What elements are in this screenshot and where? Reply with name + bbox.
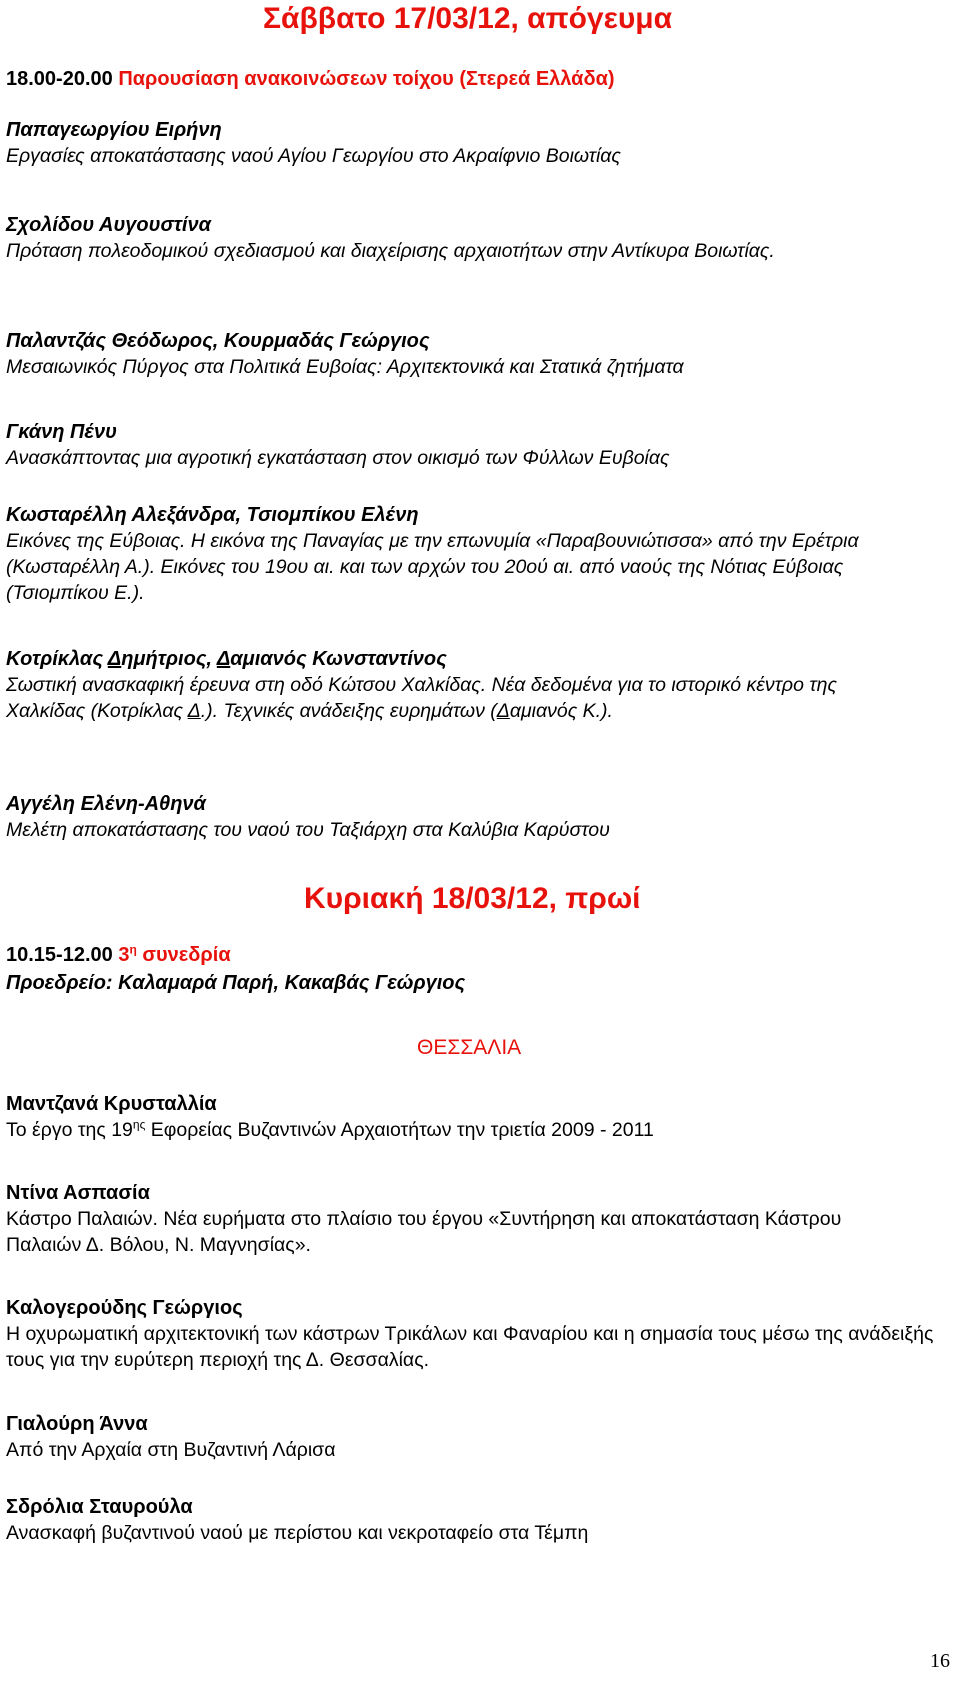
talk [6, 1494, 936, 1546]
talk-authors: Γιαλούρη Άννα [6, 1413, 148, 1435]
talk-title: Ανασκάπτοντας μια αγροτική εγκατάσταση στον οικισμό των Φύλλων Ευβοίας [6, 447, 670, 469]
talk-authors: Σδρόλια Σταυρούλα [6, 1496, 193, 1518]
talk [6, 791, 936, 843]
session-time: 18.00-20.00 [6, 68, 113, 90]
talk-title: Μελέτη αποκατάστασης του ναού του Ταξιάρχη στα Καλύβια Καρύστου [6, 819, 610, 841]
talk-authors: Καλογερούδης Γεώργιος [6, 1297, 243, 1319]
talk-authors: Κωσταρέλλη Αλεξάνδρα, Τσιομπίκου Ελένη [6, 504, 419, 526]
talk [6, 1411, 936, 1463]
talk-authors: Παλαντζάς Θεόδωρος, Κουρμαδάς Γεώργιος [6, 330, 430, 352]
presidium: Προεδρείο: Καλαμαρά Παρή, Κακαβάς Γεώργιος [6, 972, 466, 994]
session-heading [6, 942, 231, 968]
talk-authors: Γκάνη Πένυ [6, 421, 117, 443]
talk [6, 1091, 936, 1143]
talk-authors: Μαντζανά Κρυσταλλία [6, 1093, 217, 1115]
talk [6, 1180, 866, 1258]
talk [6, 117, 936, 169]
talk-title: Από την Αρχαία στη Βυζαντινή Λάρισα [6, 1439, 336, 1461]
session-title: Παρουσίαση ανακοινώσεων τοίχου (Στερεά Ελλάδα) [112, 68, 615, 90]
talk-title: Εικόνες της Εύβοιας. Η εικόνα της Παναγίας με την επωνυμία «Παραβουνιώτισσα» από την Ερέτρια (Κωσταρέλλη Α.). Εικόνες του 19ου αι. και των αρχών του 20ού αι. από ναούς της Νότιας Εύβοιας (Τσιομπίκου Ε.). [6, 530, 859, 604]
day-heading: Κυριακή 18/03/12, πρωί [304, 882, 641, 915]
talk-title: Μεσαιωνικός Πύργος στα Πολιτικά Ευβοίας: Αρχιτεκτονικά και Στατικά ζητήματα [6, 356, 684, 378]
talk-authors: Αγγέλη Ελένη-Αθηνά [6, 793, 206, 815]
talk-authors: Κοτρίκλας Δημήτριος, Δαμιανός Κωνσταντίνος [6, 648, 447, 670]
talk [6, 212, 936, 264]
talk-authors: Ντίνα Ασπασία [6, 1182, 150, 1204]
talk-title: Σωστική ανασκαφική έρευνα στη οδό Κώτσου Χαλκίδας. Νέα δεδομένα για το ιστορικό κέντρο της Χαλκίδας (Κοτρίκλας Δ.). Τεχνικές ανάδειξης ευρημάτων (Δαμιανός Κ.). [6, 674, 837, 722]
talk [6, 502, 911, 606]
talk-title: Πρόταση πολεοδομικού σχεδιασμού και διαχείρισης αρχαιοτήτων στην Αντίκυρα Βοιωτίας. [6, 240, 775, 262]
talk-title: Το έργο της $19^{\eta\varsigma}$ Εφορείας Βυζαντινών Αρχαιοτήτων την τριετία 2009 - 2011 [6, 1117, 654, 1141]
talk [6, 419, 936, 471]
talk-title: Κάστρο Παλαιών. Νέα ευρήματα στο πλαίσιο του έργου «Συντήρηση και αποκατάσταση Κάστρου Παλαιών Δ. Βόλου, Ν. Μαγνησίας». [6, 1208, 842, 1256]
talk-authors: Σχολίδου Αυγουστίνα [6, 214, 211, 236]
talk [6, 1295, 941, 1373]
page-number: 16 [930, 1650, 950, 1672]
session-number: $3^\eta$ συνεδρία [118, 942, 231, 966]
session-heading [6, 66, 615, 92]
talk-title: Η οχυρωματική αρχιτεκτονική των κάστρων Τρικάλων και Φαναρίου και η σημασία τους μέσω της ανάδειξής τους για την ευρύτερη περιοχή της Δ. Θεσσαλίας. [6, 1323, 934, 1371]
talk [6, 328, 936, 380]
talk-authors: Παπαγεωργίου Ειρήνη [6, 119, 222, 141]
day-heading: Σάββατο 17/03/12, απόγευμα [263, 2, 673, 35]
session-time: 10.15-12.00 [6, 944, 119, 966]
talk [6, 646, 906, 724]
talk-title: Εργασίες αποκατάστασης ναού Αγίου Γεωργίου στο Ακραίφνιο Βοιωτίας [6, 145, 621, 167]
region-heading: ΘΕΣΣΑΛΙΑ [417, 1036, 522, 1059]
talk-title: Ανασκαφή βυζαντινού ναού με περίστου και νεκροταφείο στα Τέμπη [6, 1522, 589, 1544]
